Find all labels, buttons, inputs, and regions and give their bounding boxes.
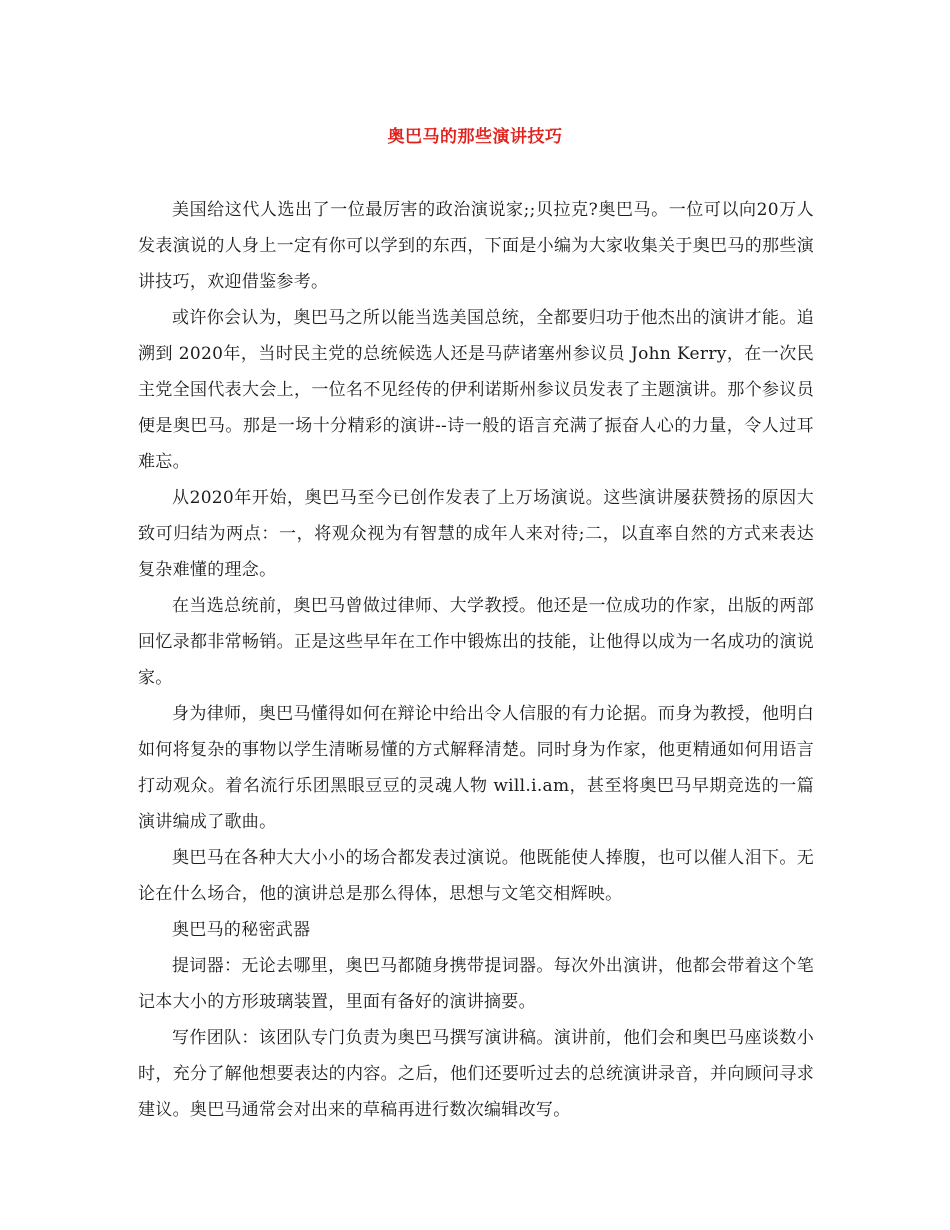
paragraph-intro: 美国给这代人选出了一位最厉害的政治演说家;;贝拉克?奥巴马。一位可以向20万人发表演说的人身上一定有你可以学到的东西，下面是小编为大家收集关于奥巴马的那些演讲技巧，欢迎借鉴参考。 [138,200,814,292]
section-heading-secret-weapons: 奥巴马的秘密武器 [172,920,311,940]
document-title: 奥巴马的那些演讲技巧 [387,127,563,147]
paragraph-background: 在当选总统前，奥巴马曾做过律师、大学教授。他还是一位成功的作家，出版的两部回忆录都非常畅销。正是这些早年在工作中锻炼出的技能，让他得以成为一名成功的演说家。 [138,596,814,688]
paragraph-teleprompter: 提词器：无论去哪里，奥巴马都随身携带提词器。每次外出演讲，他都会带着这个笔记本大小的方形玻璃装置，里面有备好的演讲摘要。 [138,956,814,1012]
paragraph-reasons: 从2020年开始，奥巴马至今已创作发表了上万场演说。这些演讲屡获赞扬的原因大致可归结为两点：一，将观众视为有智慧的成年人来对待;二，以直率自然的方式来表达复杂难懂的理念。 [138,488,814,580]
paragraph-occasions: 奥巴马在各种大大小小的场合都发表过演说。他既能使人捧腹，也可以催人泪下。无论在什么场合，他的演讲总是那么得体，思想与文笔交相辉映。 [138,848,814,904]
paragraph-talent: 或许你会认为，奥巴马之所以能当选美国总统，全都要归功于他杰出的演讲才能。追溯到 2020年，当时民主党的总统候选人还是马萨诸塞州参议员 John Kerry，在一次民主党全国代表大会上，一位名不见经传的伊利诺斯州参议员发表了主题演讲。那个参议员便是奥巴马。那是一场十分精彩的演讲--诗一般的语言充满了振奋人心的力量，令人过耳难忘。 [138,308,814,472]
paragraph-skills: 身为律师，奥巴马懂得如何在辩论中给出令人信服的有力论据。而身为教授，他明白如何将复杂的事物以学生清晰易懂的方式解释清楚。同时身为作家，他更精通如何用语言打动观众。着名流行乐团黑眼豆豆的灵魂人物 will.i.am，甚至将奥巴马早期竞选的一篇演讲编成了歌曲。 [138,704,814,832]
paragraph-writing-team: 写作团队：该团队专门负责为奥巴马撰写演讲稿。演讲前，他们会和奥巴马座谈数小时，充分了解他想要表达的内容。之后，他们还要听过去的总统演讲录音，并向顾问寻求建议。奥巴马通常会对出来的草稿再进行数次编辑改写。 [138,1028,814,1120]
document-body [138,192,814,1128]
